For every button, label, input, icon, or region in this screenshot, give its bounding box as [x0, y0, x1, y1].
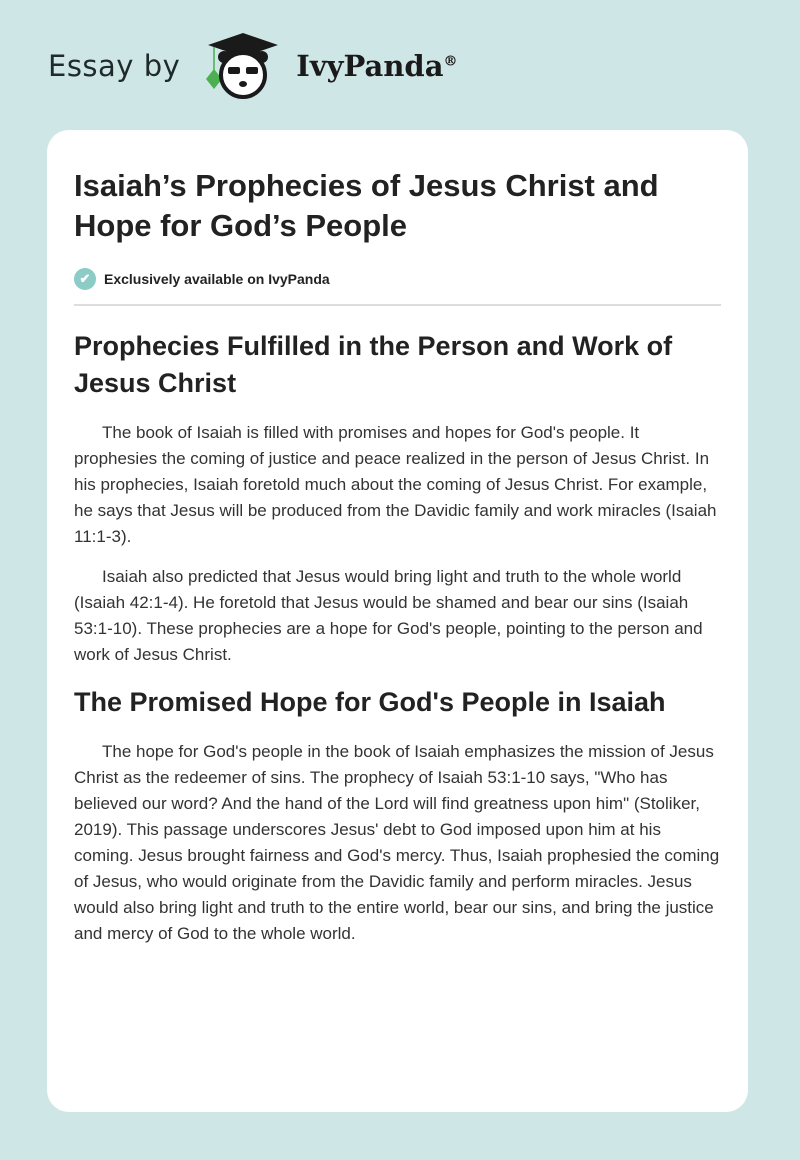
paragraph: The book of Isaiah is filled with promises and hopes for God's people. It prophesies the coming of justice and peace realized in the person of Jesus Christ. In his prophecies, Isaiah foretold much about the coming of Jesus Christ. For example, he says that Jesus will be produced from the Davidic family and work miracles (Isaiah 11:1-3).	[74, 423, 717, 546]
paragraph: The hope for God's people in the book of Isaiah emphasizes the mission of Jesus Christ as the redeemer of sins. The prophecy of Isaiah 53:1-10 says, "Who has believed our word? And the hand of the Lord will find greatness upon him" (Stoliker, 2019). This passage underscores Jesus' debt to God imposed upon him at his coming. Jesus brought fairness and God's mercy. Thus, Isaiah prophesied the coming of Jesus, who would originate from the Davidic family and perform miracles. Jesus would also bring light and truth to the entire world, bear our sins, and bring the justice and mercy of God to the whole world.	[74, 742, 720, 943]
badge-label: Exclusively available on IvyPanda	[104, 271, 330, 287]
brand-text: IvyPanda	[296, 49, 444, 83]
brand-name[interactable]	[296, 49, 457, 83]
site-header	[48, 36, 458, 96]
divider	[74, 304, 721, 306]
panda-logo-icon[interactable]	[198, 31, 288, 101]
section-heading: The Promised Hope for God's People in Isaiah	[74, 687, 666, 717]
essay-title: Isaiah’s Prophecies of Jesus Christ and Hope for God’s People	[74, 168, 659, 243]
section-heading: Prophecies Fulfilled in the Person and Work of Jesus Christ	[74, 331, 673, 398]
paragraph: Isaiah also predicted that Jesus would bring light and truth to the whole world (Isaiah 42:1-4). He foretold that Jesus would be shamed and bear our sins (Isaiah 53:1-10). These prophecies are a hope for God's people, pointing to the person and work of Jesus Christ.	[74, 567, 703, 664]
essay-by-label: Essay by	[48, 49, 181, 83]
exclusive-badge	[74, 268, 721, 290]
registered-mark: ®	[443, 53, 458, 70]
check-icon: ✔	[74, 268, 96, 290]
essay-card	[47, 130, 748, 1112]
